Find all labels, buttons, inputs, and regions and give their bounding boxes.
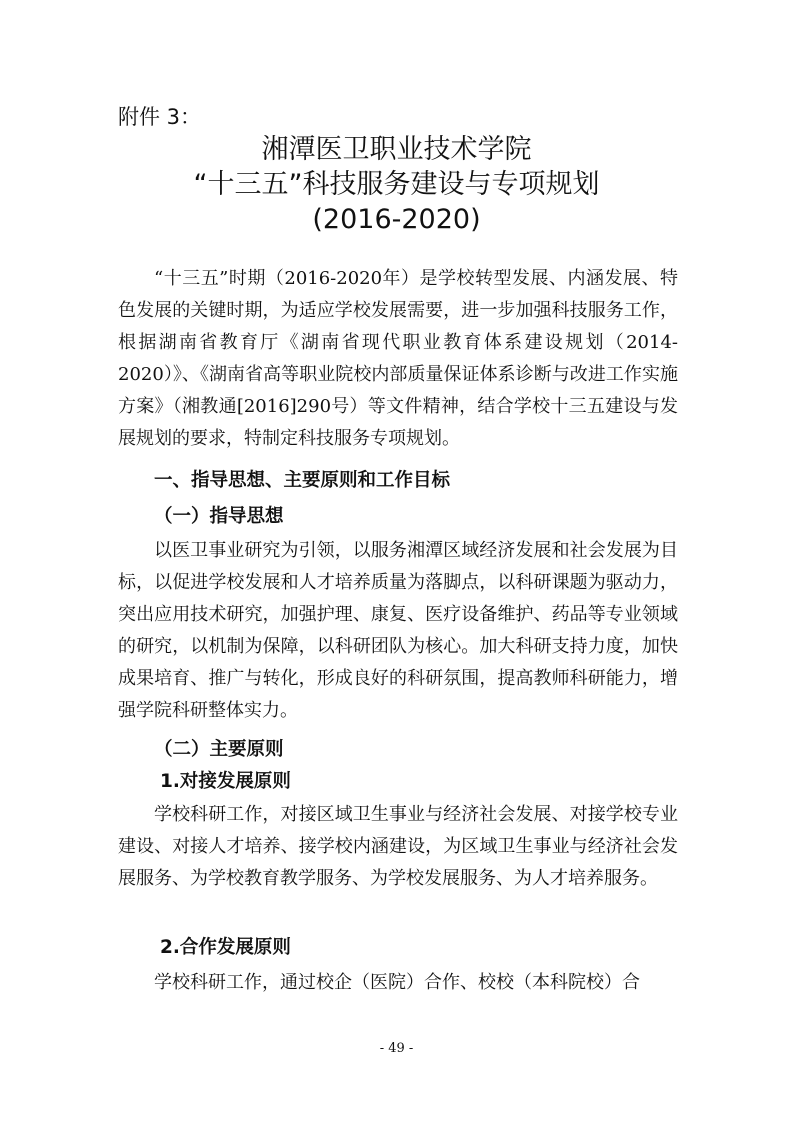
principle-2-paragraph: 学校科研工作，通过校企（医院）合作、校校（本科院校）合: [154, 972, 640, 993]
guiding-thought-paragraph: 以医卫事业研究为引领，以服务湘潭区域经济发展和社会发展为目标，以促进学校发展和人才培养质量为落脚点，以科研课题为驱动力，突出应用技术研究，加强护理、康复、医疗设备维护、药品等专业领域的研究，以机制为保障，以科研团队为核心。加大科研支持力度，加快成果培育、推广与转化，形成良好的科研氛围，提高教师科研能力，增强学院科研整体实力。: [118, 540, 678, 721]
subsection-heading-guiding-thought: （一）指导思想: [154, 506, 284, 527]
section-heading-1: 一、指导思想、主要原则和工作目标: [154, 470, 451, 491]
attachment-label: 附件 3：: [118, 105, 202, 129]
principle-heading-2: 2.合作发展原则: [160, 937, 291, 958]
document-title-line1: 湘潭医卫职业技术学院: [261, 134, 532, 165]
intro-paragraph: “十三五”时期（2016-2020年）是学校转型发展、内涵发展、特色发展的关键时期，为适应学校发展需要，进一步加强科技服务工作，根据湖南省教育厅《湖南省现代职业教育体系建设规划（2014-2020）》、《湖南省高等职业院校内部质量保证体系诊断与改进工作实施方案》（湘教通[2016]290号）等文件精神，结合学校十三五建设与发展规划的要求，特制定科技服务专项规划。: [118, 268, 678, 449]
principle-1-paragraph: 学校科研工作，对接区域卫生事业与经济社会发展、对接学校专业建设、对接人才培养、接学校内涵建设，为区域卫生事业与经济社会发展服务、为学校教育教学服务、为学校发展服务、为人才培养服务。: [118, 804, 678, 889]
principle-heading-1: 1.对接发展原则: [160, 771, 291, 792]
subsection-heading-main-principles: （二）主要原则: [154, 739, 284, 760]
document-title-line3: (2016-2020): [312, 204, 481, 235]
document-title-line2: “十三五”科技服务建设与专项规划: [193, 169, 600, 200]
page-number: - 49 -: [379, 1041, 414, 1056]
